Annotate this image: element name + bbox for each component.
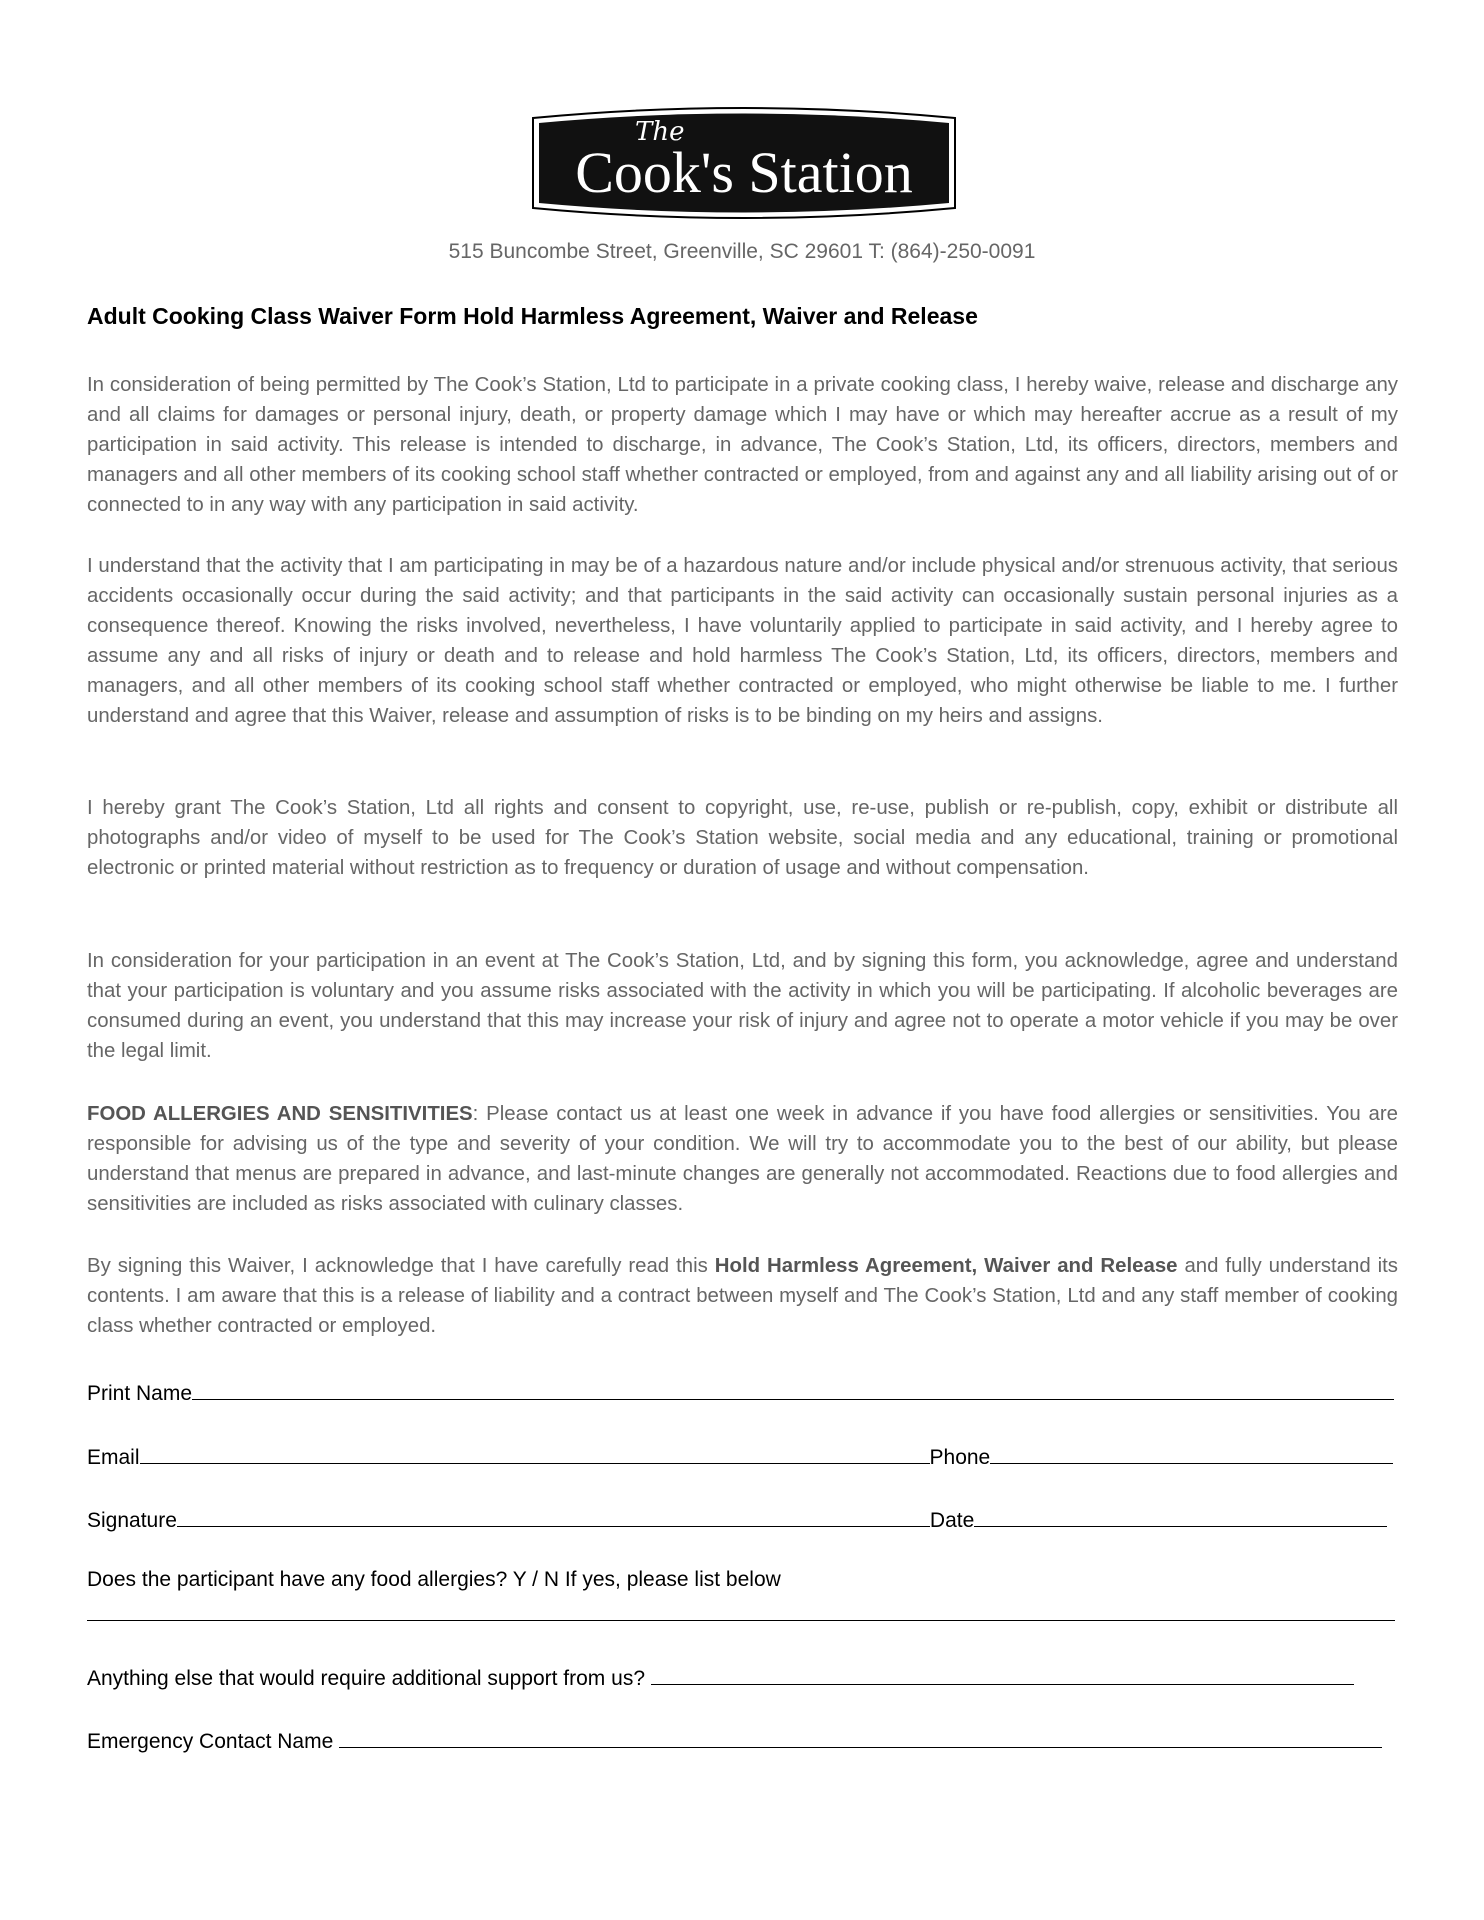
cooks-station-logo bbox=[527, 104, 961, 224]
signature-date-row bbox=[87, 1506, 1387, 1533]
emergency-contact-row bbox=[87, 1727, 1382, 1754]
risk-paragraph: I understand that the activity that I am participating in may be of a hazardous nature and/or include physical and/or strenuous activity, that serious accidents occasionally occur during the said activity; and that participants in the said activity can occasionally sustain personal injuries as a consequence thereof. Knowing the risks involved, nevertheless, I have voluntarily applied to participate in said activity, and I hereby agree to assume any and all risks of injury or death and to release and hold harmless The Cook’s Station, Ltd, its officers, directors, members and managers, and all other members of its cooking school staff whether contracted or employed, who might otherwise be liable to me. I further understand and agree that this Waiver, release and assumption of risks is to be binding on my heirs and assigns. bbox=[87, 555, 1398, 727]
allergies-question: Does the participant have any food allergies? Y / N If yes, please list below bbox=[87, 1568, 781, 1591]
logo-text-main: Cook's Station bbox=[575, 140, 913, 205]
allergies-list-field[interactable] bbox=[87, 1620, 1395, 1621]
allergy-heading: FOOD ALLERGIES AND SENSITIVITIES bbox=[87, 1103, 473, 1125]
emergency-contact-label: Emergency Contact Name bbox=[87, 1730, 334, 1753]
support-row bbox=[87, 1664, 1354, 1691]
participation-paragraph: In consideration for your participation in an event at The Cook’s Station, Ltd, and by signing this form, you acknowledge, agree and understand that your participation is voluntary and you assume risks associated with the activity in which you will be participating. If alcoholic beverages are consumed during an event, you understand that this may increase your risk of injury and agree not to operate a motor vehicle if you may be over the legal limit. bbox=[87, 950, 1398, 1062]
ack-end: and fully understand its contents. I am aware that this is a release of liability and a contract between myself and The Cook’s Station, Ltd and any staff member of cooking class whether contracted or employed. bbox=[87, 1255, 1399, 1337]
signature-field[interactable] bbox=[177, 1506, 930, 1527]
phone-label: Phone bbox=[929, 1446, 991, 1469]
date-field[interactable] bbox=[974, 1506, 1387, 1527]
logo-text-small: The bbox=[635, 117, 685, 147]
email-label: Email bbox=[87, 1446, 140, 1469]
acknowledgement-paragraph bbox=[87, 1251, 1398, 1341]
email-field[interactable] bbox=[140, 1443, 930, 1464]
allergy-paragraph bbox=[87, 1099, 1398, 1219]
date-label: Date bbox=[929, 1509, 975, 1532]
ack-bold: Hold Harmless Agreement, Waiver and Release bbox=[714, 1255, 1178, 1277]
print-name-label: Print Name bbox=[87, 1382, 193, 1405]
release-paragraph: In consideration of being permitted by The Cook’s Station, Ltd to participate in a private cooking class, I hereby waive, release and discharge any and all claims for damages or personal injury, death, or property damage which I may have or which may hereafter accrue as a result of my participation in said activity. This release is intended to discharge, in advance, The Cook’s Station, Ltd, its officers, directors, members and managers and all other members of its cooking school staff whether contracted or employed, from and against any and all liability arising out of or connected to in any way with any participation in said activity. bbox=[87, 374, 1398, 516]
emergency-contact-field[interactable] bbox=[339, 1727, 1382, 1748]
print-name-row bbox=[87, 1379, 1394, 1406]
photo-consent-paragraph: I hereby grant The Cook’s Station, Ltd all rights and consent to copyright, use, re-use, publish or re-publish, copy, exhibit or distribute all photographs and/or video of myself to be used for The Cook’s Station website, social media and any educational, training or promotional electronic or printed material without restriction as to frequency or duration of usage and without compensation. bbox=[87, 797, 1398, 879]
allergy-body: : Please contact us at least one week in advance if you have food allergies or sensitivities. You are responsible for advising us of the type and severity of your condition. We will try to accommodate you to the best of our ability, but please understand that menus are prepared in advance, and last-minute changes are generally not accommodated. Reactions due to food allergies and sensitivities are included as risks associated with culinary classes. bbox=[87, 1103, 1398, 1215]
phone-field[interactable] bbox=[990, 1443, 1393, 1464]
signature-label: Signature bbox=[87, 1509, 177, 1532]
email-phone-row bbox=[87, 1443, 1393, 1470]
support-question-label: Anything else that would require additional support from us? bbox=[87, 1667, 645, 1690]
ack-start: By signing this Waiver, I acknowledge that I have carefully read this bbox=[87, 1255, 715, 1277]
support-field[interactable] bbox=[651, 1664, 1354, 1685]
print-name-field[interactable] bbox=[192, 1379, 1394, 1400]
document-title: Adult Cooking Class Waiver Form Hold Harmless Agreement, Waiver and Release bbox=[87, 303, 978, 329]
store-address: 515 Buncombe Street, Greenville, SC 29601 T: (864)-250-0091 bbox=[448, 240, 1036, 263]
